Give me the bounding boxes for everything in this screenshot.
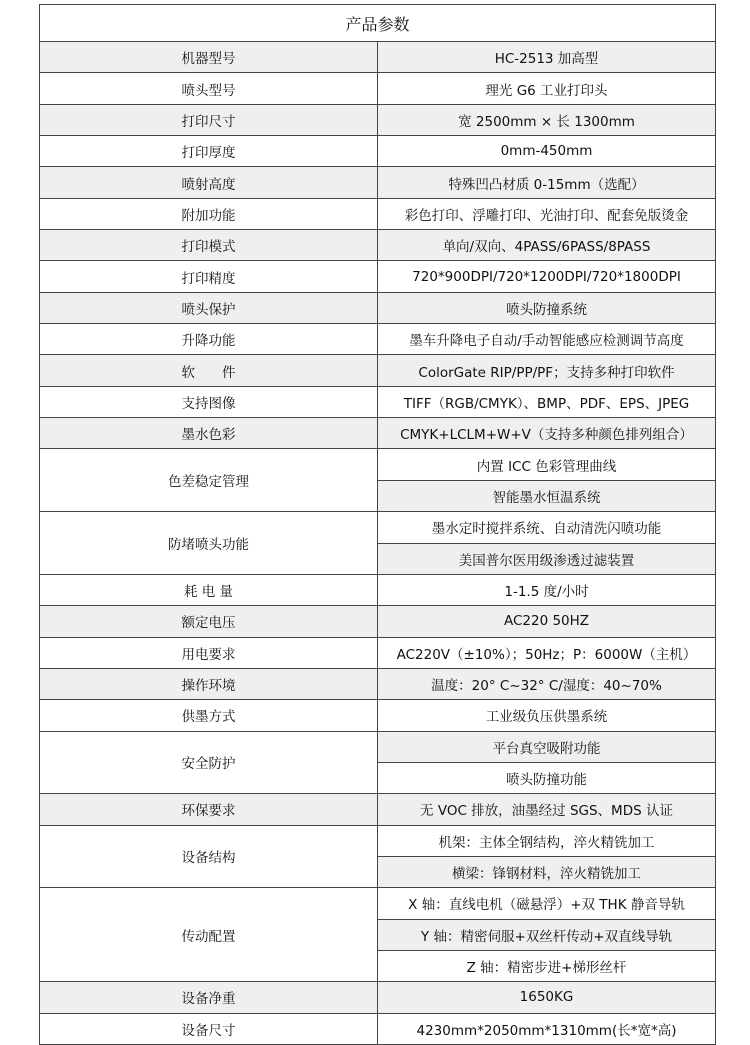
table-row [40, 324, 716, 355]
spec-label: 耗 电 量 [40, 574, 378, 605]
spec-label: 传动配置 [40, 888, 378, 982]
spec-label: 色差稳定管理 [40, 449, 378, 512]
spec-value: 宽 2500mm × 长 1300mm [378, 104, 716, 135]
spec-label: 环保要求 [40, 794, 378, 825]
spec-label: 操作环境 [40, 668, 378, 699]
table-row [40, 386, 716, 417]
spec-value: HC-2513 加高型 [378, 42, 716, 73]
table-title: 产品参数 [40, 5, 716, 42]
table-row [40, 104, 716, 135]
table-row [40, 668, 716, 699]
spec-label: 设备净重 [40, 982, 378, 1013]
spec-label: 附加功能 [40, 198, 378, 229]
spec-value: 单向/双向、4PASS/6PASS/8PASS [378, 230, 716, 261]
spec-value: 平台真空吸附功能 [378, 731, 716, 762]
spec-value: 墨车升降电子自动/手动智能感应检测调节高度 [378, 324, 716, 355]
table-row [40, 637, 716, 668]
spec-label: 支持图像 [40, 386, 378, 417]
spec-value: 1650KG [378, 982, 716, 1013]
spec-value: 特殊凹凸材质 0-15mm（选配） [378, 167, 716, 198]
table-row [40, 574, 716, 605]
spec-label: 设备尺寸 [40, 1013, 378, 1044]
spec-label: 打印模式 [40, 230, 378, 261]
spec-value: 彩色打印、浮雕打印、光油打印、配套免版烫金 [378, 198, 716, 229]
spec-value: 内置 ICC 色彩管理曲线 [378, 449, 716, 480]
spec-value: 美国普尔医用级渗透过滤装置 [378, 543, 716, 574]
table-row [40, 888, 716, 919]
spec-label: 升降功能 [40, 324, 378, 355]
spec-value: 横梁：锋钢材料，淬火精铣加工 [378, 856, 716, 887]
spec-value: AC220V（±10%）；50Hz；P：6000W（主机） [378, 637, 716, 668]
spec-value: Z 轴：精密步进+梯形丝杆 [378, 950, 716, 981]
table-row [40, 982, 716, 1013]
spec-value: 机架：主体全钢结构，淬火精铣加工 [378, 825, 716, 856]
table-row [40, 230, 716, 261]
spec-value: 喷头防撞功能 [378, 762, 716, 793]
spec-value: X 轴：直线电机（磁悬浮）+双 THK 静音导轨 [378, 888, 716, 919]
spec-value: 温度：20° C~32° C/湿度：40~70% [378, 668, 716, 699]
table-row [40, 42, 716, 73]
table-row [40, 449, 716, 480]
spec-label: 打印尺寸 [40, 104, 378, 135]
spec-label: 设备结构 [40, 825, 378, 888]
spec-table [39, 4, 716, 1045]
spec-label: 喷头型号 [40, 73, 378, 104]
spec-value: 工业级负压供墨系统 [378, 700, 716, 731]
spec-value: 0mm-450mm [378, 136, 716, 167]
spec-label: 打印精度 [40, 261, 378, 292]
table-row [40, 292, 716, 323]
spec-label: 防堵喷头功能 [40, 512, 378, 575]
spec-value: Y 轴：精密伺服+双丝杆传动+双直线导轨 [378, 919, 716, 950]
table-row [40, 198, 716, 229]
table-row [40, 167, 716, 198]
spec-value: 智能墨水恒温系统 [378, 480, 716, 511]
table-row [40, 136, 716, 167]
table-row [40, 794, 716, 825]
table-row [40, 261, 716, 292]
table-row [40, 73, 716, 104]
spec-label: 墨水色彩 [40, 418, 378, 449]
table-row [40, 606, 716, 637]
spec-label: 用电要求 [40, 637, 378, 668]
spec-label: 软 件 [40, 355, 378, 386]
spec-value: 4230mm*2050mm*1310mm(长*宽*高) [378, 1013, 716, 1044]
spec-label: 喷头保护 [40, 292, 378, 323]
spec-value: ColorGate RIP/PP/PF；支持多种打印软件 [378, 355, 716, 386]
table-row [40, 700, 716, 731]
table-row [40, 512, 716, 543]
table-row [40, 825, 716, 856]
spec-value: 墨水定时搅拌系统、自动清洗闪喷功能 [378, 512, 716, 543]
spec-label: 额定电压 [40, 606, 378, 637]
spec-value: 理光 G6 工业打印头 [378, 73, 716, 104]
spec-value: 1-1.5 度/小时 [378, 574, 716, 605]
spec-value: 喷头防撞系统 [378, 292, 716, 323]
spec-value: TIFF（RGB/CMYK）、BMP、PDF、EPS、JPEG [378, 386, 716, 417]
spec-label: 机器型号 [40, 42, 378, 73]
spec-label: 喷射高度 [40, 167, 378, 198]
table-row [40, 418, 716, 449]
spec-value: CMYK+LCLM+W+V（支持多种颜色排列组合） [378, 418, 716, 449]
spec-label: 安全防护 [40, 731, 378, 794]
table-row [40, 731, 716, 762]
table-row [40, 1013, 716, 1044]
spec-value: 720*900DPI/720*1200DPI/720*1800DPI [378, 261, 716, 292]
spec-value: 无 VOC 排放，油墨经过 SGS、MDS 认证 [378, 794, 716, 825]
spec-label: 供墨方式 [40, 700, 378, 731]
title-row [40, 5, 716, 42]
table-row [40, 355, 716, 386]
spec-label: 打印厚度 [40, 136, 378, 167]
spec-value: AC220 50HZ [378, 606, 716, 637]
